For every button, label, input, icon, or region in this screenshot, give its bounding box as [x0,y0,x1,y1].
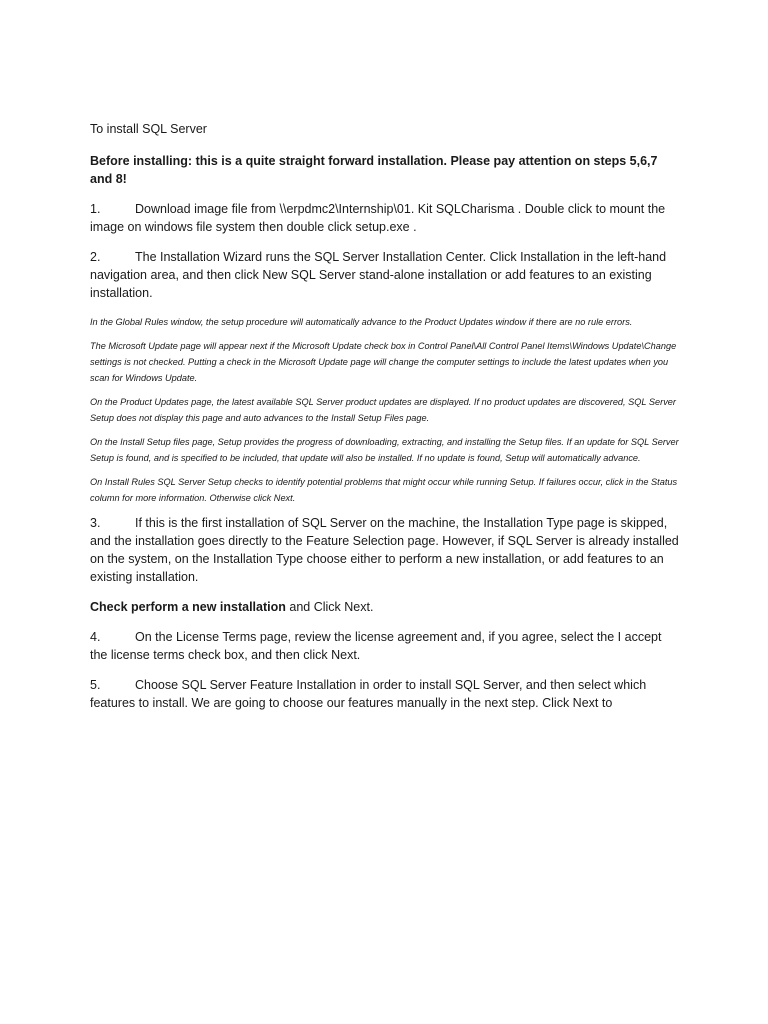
step-1-text: Download image file from \\erpdmc2\Internship\01. Kit SQLCharisma . Double click to mount the image on windows file system then double click setup.exe . [90,202,666,234]
step-5 [90,676,680,712]
step-3-text: If this is the first installation of SQL Server on the machine, the Installation Type page is skipped, and the installation goes directly to the Feature Selection page. However, if SQL Server is already installed on the system, on the Installation Type choose either to perform a new installation, or add features to an existing installation. [90,516,679,584]
document-body [90,120,680,724]
step-2-number: 2. [90,250,101,264]
note-install-rules: On Install Rules SQL Server Setup checks to identify potential problems that might occur while running Setup. If failures occur, click in the Status column for more information. Otherwise click Next. [90,477,678,503]
note-install-setup-files: On the Install Setup files page, Setup provides the progress of downloading, extracting, and installing the Setup files. If an update for SQL Server Setup is found, and is specified to be included, that update will also be installed. If no update is found, Setup will automatically advance. [90,437,679,463]
step-4-text: On the License Terms page, review the license agreement and, if you agree, select the I accept the license terms check box, and then click Next. [90,630,662,662]
check-new-installation [90,598,680,616]
intro-warning: Before installing: this is a quite straight forward installation. Please pay attention on steps 5,6,7 and 8! [90,154,658,186]
step-2-text: The Installation Wizard runs the SQL Server Installation Center. Click Installation in the left-hand navigation area, and then click New SQL Server stand-alone installation or add features to an existing installation. [90,250,667,300]
check-new-installation-bold: Check perform a new installation [90,600,286,614]
step-3 [90,514,680,586]
step-2 [90,248,680,302]
step-1 [90,200,680,236]
step-5-text: Choose SQL Server Feature Installation in order to install SQL Server, and then select which features to install. We are going to choose our features manually in the next step. Click Next to [90,678,647,710]
document-title: To install SQL Server [90,122,207,136]
step-5-number: 5. [90,678,101,692]
note-global-rules: In the Global Rules window, the setup procedure will automatically advance to the Product Updates window if there are no rule errors. [90,317,633,327]
step-4 [90,628,680,664]
step-1-number: 1. [90,202,101,216]
note-product-updates: On the Product Updates page, the latest available SQL Server product updates are displayed. If no product updates are discovered, SQL Server Setup does not display this page and auto advances to the Install Setup Files page. [90,397,676,423]
step-3-number: 3. [90,516,101,530]
step-4-number: 4. [90,630,101,644]
note-microsoft-update: The Microsoft Update page will appear next if the Microsoft Update check box in Control Panel\All Control Panel Items\Windows Update\Change settings is not checked. Putting a check in the Microsoft Update page will change the computer settings to include the latest updates when you scan for Windows Update. [90,341,677,383]
check-new-installation-rest: and Click Next. [285,600,374,614]
